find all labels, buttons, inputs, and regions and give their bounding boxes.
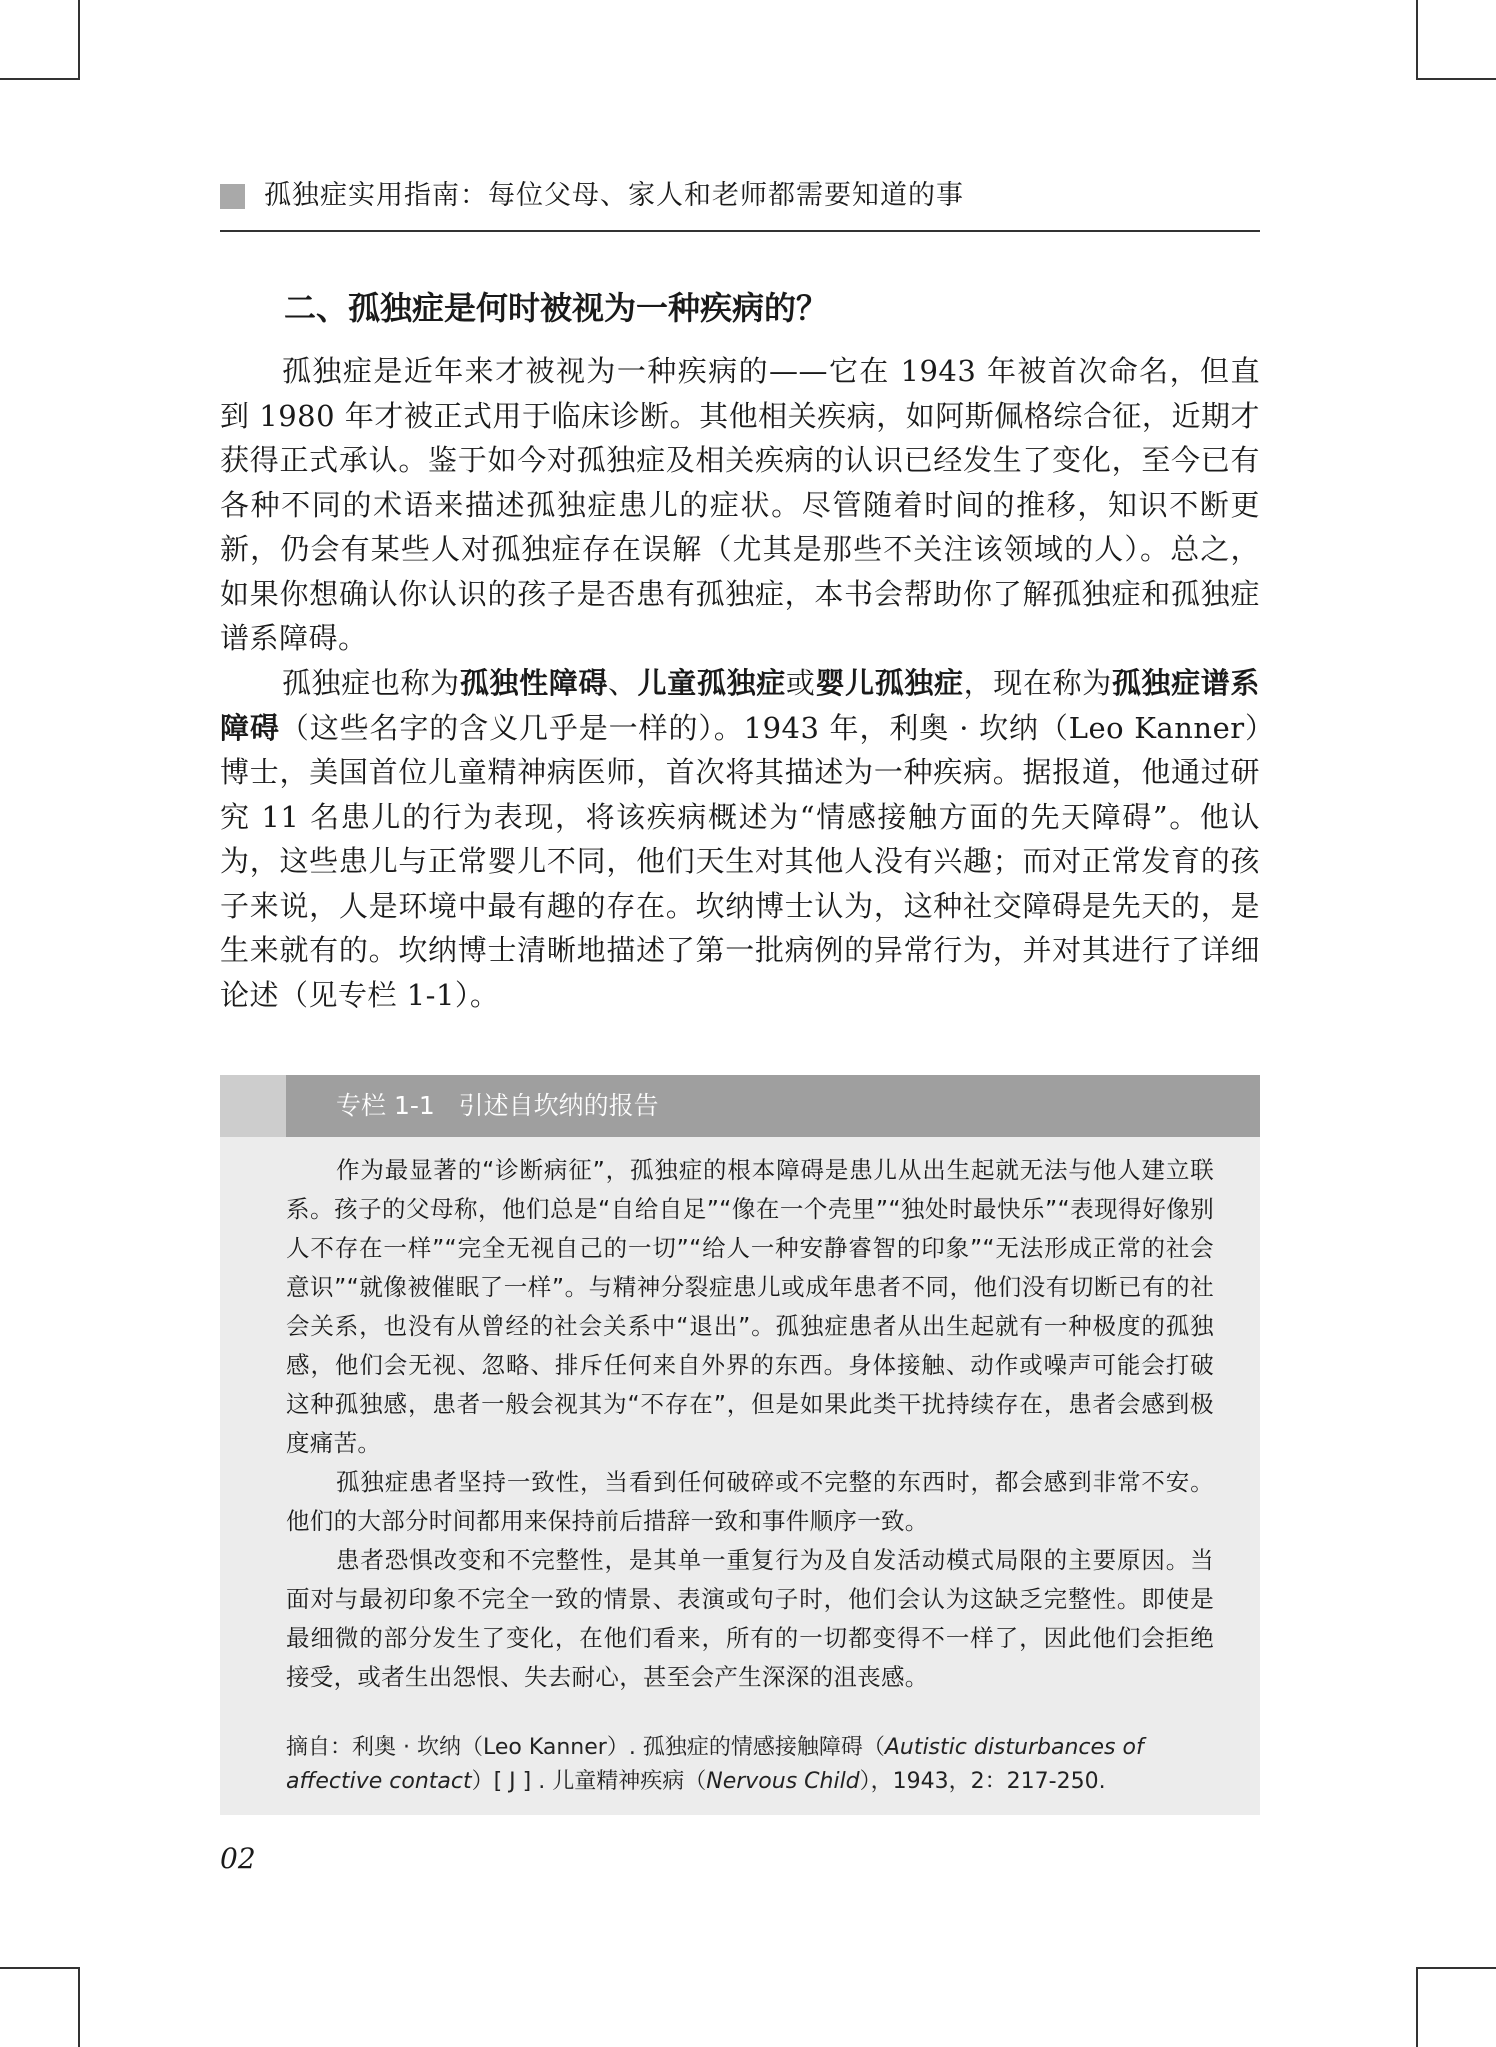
text-run: 、 xyxy=(608,666,638,700)
sidebar-paragraph: 作为最显著的“诊断病征”，孤独症的根本障碍是患儿从出生起就无法与他人建立联系。孩子的父母称，他们总是“自给自足”“像在一个壳里”“独处时最快乐”“表现得好像别人不存在一样”“完全无视自己的一切”“给人一种安静睿智的印象”“无法形成正常的社会意识”“就像被催眠了一样”。与精神分裂症患儿或成年患者不同，他们没有切断已有的社会关系，也没有从曾经的社会关系中“退出”。孤独症患者从出生起就有一种极度的孤独感，他们会无视、忽略、排斥任何来自外界的东西。身体接触、动作或噪声可能会打破这种孤独感，患者一般会视其为“不存在”，但是如果此类干扰持续存在，患者会感到极度痛苦。 xyxy=(286,1156,1214,1457)
sidebar-paragraph: 患者恐惧改变和不完整性，是其单一重复行为及自发活动模式局限的主要原因。当面对与最初印象不完全一致的情景、表演或句子时，他们会认为这缺乏完整性。即使是最细微的部分发生了变化，在他们看来，所有的一切都变得不一样了，因此他们会拒绝接受，或者生出怨恨、失去耐心，甚至会产生深深的沮丧感。 xyxy=(286,1546,1214,1691)
paragraph-text xyxy=(220,661,1260,1017)
citation-article-title: Autistic disturbances of affective contact xyxy=(286,1735,1144,1794)
sidebar-title-bar xyxy=(220,1075,1260,1137)
text-run: 孤独症也称为 xyxy=(282,666,460,700)
citation-journal: Nervous Child xyxy=(706,1769,860,1794)
crop-mark xyxy=(0,78,80,80)
sidebar-title: 专栏 1-1 引述自坎纳的报告 xyxy=(336,1091,659,1120)
text-run: 或 xyxy=(785,666,816,700)
crop-mark xyxy=(0,1967,80,1969)
text-run: ，现在称为 xyxy=(963,666,1112,700)
crop-mark xyxy=(1416,78,1496,80)
sidebar-body xyxy=(286,1151,1214,1697)
page-number: 02 xyxy=(220,1842,256,1875)
citation-text: ），1943，2：217-250. xyxy=(859,1769,1106,1794)
book-title: 孤独症实用指南：每位父母、家人和老师都需要知道的事 xyxy=(264,180,964,211)
header-square-icon xyxy=(220,184,245,209)
bold-term: 孤独症谱系障碍 xyxy=(220,666,1260,745)
body-paragraph-2 xyxy=(220,661,1260,1017)
crop-mark xyxy=(1416,1967,1418,2047)
body-paragraph-1 xyxy=(220,349,1260,661)
bold-term: 儿童孤独症 xyxy=(637,666,786,700)
citation-text: 摘自：利奥 · 坎纳（Leo Kanner）. 孤独症的情感接触障碍（ xyxy=(286,1735,885,1760)
bold-term: 婴儿孤独症 xyxy=(815,666,964,700)
crop-mark xyxy=(78,1967,80,2047)
crop-mark xyxy=(78,0,80,78)
sidebar-paragraph: 孤独症患者坚持一致性，当看到任何破碎或不完整的东西时，都会感到非常不安。他们的大部分时间都用来保持前后措辞一致和事件顺序一致。 xyxy=(286,1468,1214,1535)
running-header xyxy=(220,176,1260,232)
bold-term: 孤独性障碍 xyxy=(459,666,609,700)
section-heading: 二、孤独症是何时被视为一种疾病的？ xyxy=(284,289,829,327)
crop-mark xyxy=(1416,1967,1496,1969)
text-run: （这些名字的含义几乎是一样的）。1943 年，利奥 · 坎纳（Leo Kanner）博士，美国首位儿童精神病医师，首次将其描述为一种疾病。据报道，他通过研究 11 名患儿的行为表现，将该疾病概述为“情感接触方面的先天障碍”。他认为，这些患儿与正常婴儿不同，他们天生对其他人没有兴趣；而对正常发育的孩子来说，人是环境中最有趣的存在。坎纳博士认为，这种社交障碍是先天的，是生来就有的。坎纳博士清晰地描述了第一批病例的异常行为，并对其进行了详细论述（见专栏 1-1）。 xyxy=(220,710,1260,1012)
citation xyxy=(286,1731,1214,1799)
citation-text: ）[ J ] . 儿童精神疾病（ xyxy=(471,1769,707,1794)
sidebar-tab-block xyxy=(220,1075,286,1137)
sidebar-box xyxy=(220,1075,1260,1815)
crop-mark xyxy=(1416,0,1418,78)
paragraph-text: 孤独症是近年来才被视为一种疾病的——它在 1943 年被首次命名，但直到 1980 年才被正式用于临床诊断。其他相关疾病，如阿斯佩格综合征，近期才获得正式承认。鉴于如今对孤独症及相关疾病的认识已经发生了变化，至今已有各种不同的术语来描述孤独症患儿的症状。尽管随着时间的推移，知识不断更新，仍会有某些人对孤独症存在误解（尤其是那些不关注该领域的人）。总之，如果你想确认你认识的孩子是否患有孤独症，本书会帮助你了解孤独症和孤独症谱系障碍。 xyxy=(220,354,1260,655)
